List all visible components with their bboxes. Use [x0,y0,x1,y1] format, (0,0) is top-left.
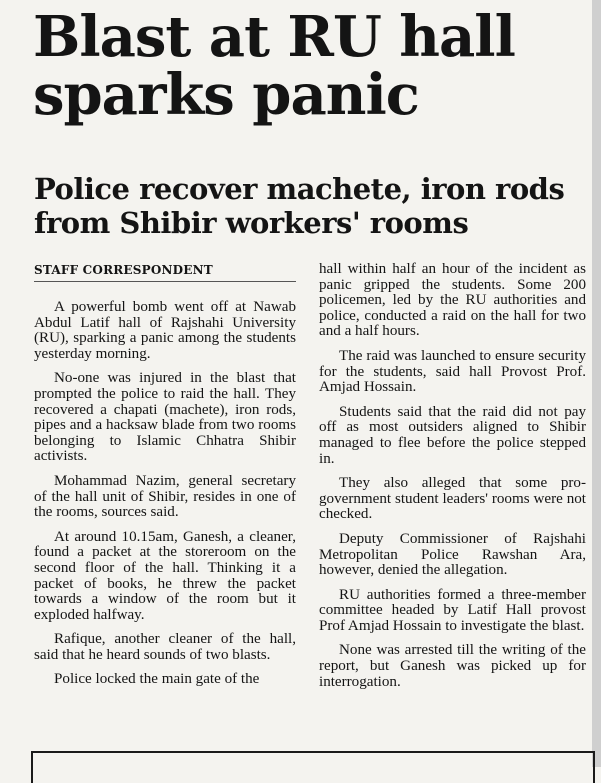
article-column-2 [319,262,586,699]
paragraph: No-one was injured in the blast that prompted the police to raid the hall. They recovered a chapati (machete), iron rods, pipes and a hacksaw blade from two rooms belonging to Islamic Chhatra Shibir activists. [34,370,296,465]
headline: Blast at RU hall sparks panic [33,4,515,128]
paragraph: A powerful bomb went off at Nawab Abdul Latif hall of Rajshahi University (RU), sparking a panic among the students yesterday morning. [34,299,296,362]
paragraph: Rafique, another cleaner of the hall, said that he heard sounds of two blasts. [34,631,296,663]
paragraph: They also alleged that some pro-government student leaders' rooms were not checked. [319,475,586,523]
page-edge-shadow [592,0,601,767]
paragraph: None was arrested till the writing of the report, but Ganesh was picked up for interrogation. [319,642,586,690]
article-column-1 [34,300,296,697]
paragraph-continued: hall within half an hour of the incident as panic gripped the students. Some 200 policemen, led by the RU authorities and police, conducted a raid on the hall for two and a half hours. [319,261,586,340]
paragraph: Police locked the main gate of the [54,671,260,688]
adjacent-article-border [31,751,595,783]
paragraph: Students said that the raid did not pay off as most outsiders aligned to Shibir managed to flee before the police stepped in. [319,403,586,467]
paragraph: The raid was launched to ensure security for the students, said hall Provost Prof. Amjad Hossain. [319,347,586,396]
paragraph: At around 10.15am, Ganesh, a cleaner, found a packet at the storeroom on the second floor of the hall. Thinking it a packet of books, he threw the packet towards a window of the room but it exploded halfway. [34,528,296,623]
byline: STAFF CORRESPONDENT [34,263,296,282]
paragraph: Mohammad Nazim, general secretary of the hall unit of Shibir, resides in one of the rooms, sources said. [34,472,296,521]
paragraph: Deputy Commissioner of Rajshahi Metropolitan Police Rawshan Ara, however, denied the allegation. [319,530,586,579]
paragraph: RU authorities formed a three-member committee headed by Latif Hall provost Prof Amjad Hossain to investigate the blast. [319,586,586,634]
subheadline: Police recover machete, iron rods from Shibir workers' rooms [34,172,565,240]
